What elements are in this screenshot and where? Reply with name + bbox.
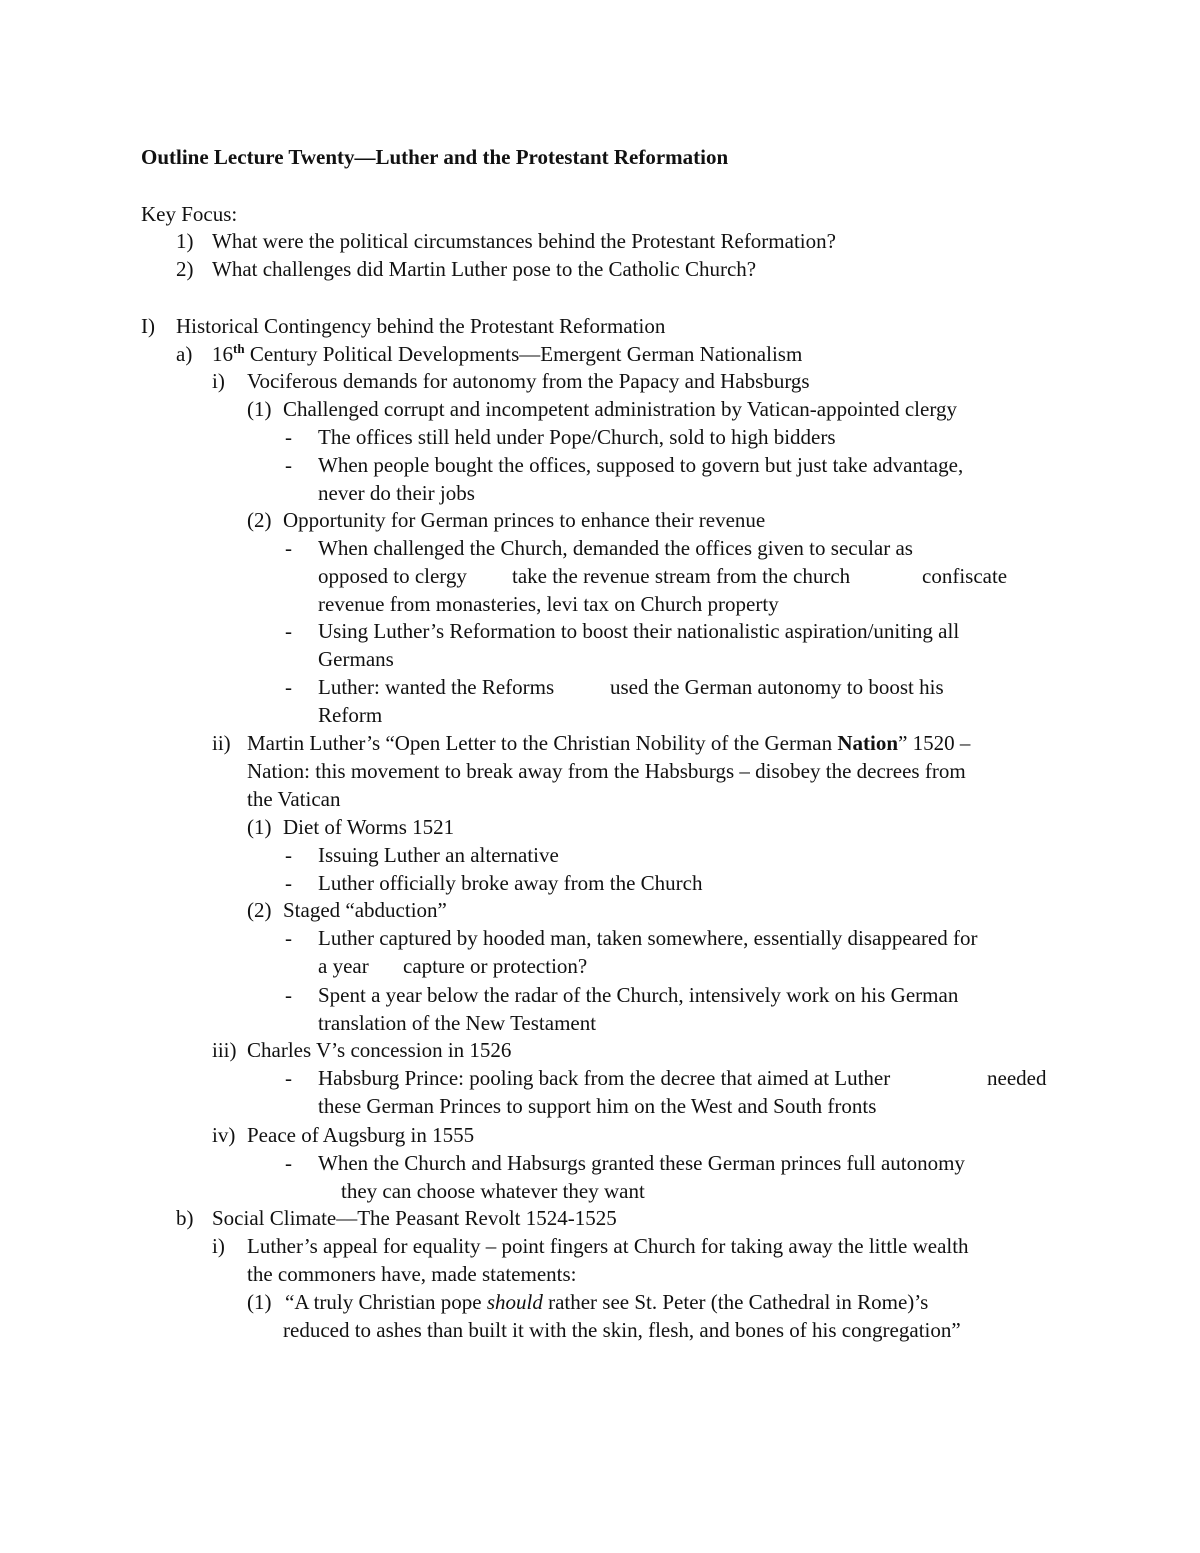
point-text-a-i-2: Opportunity for German princes to enhance their revenue: [283, 508, 766, 532]
point-text-a-ii-2: Staged “abduction”: [283, 898, 447, 922]
bullet-text: When challenged the Church, demanded the offices given to secular as: [318, 536, 913, 560]
key-focus-item-2: What challenges did Martin Luther pose to the Catholic Church?: [212, 257, 757, 281]
point-text-a-ii-1: Diet of Worms 1521: [283, 815, 455, 839]
bullet-dash: -: [285, 926, 292, 950]
bullet-text-cont: they can choose whatever they want: [341, 1179, 645, 1203]
bullet-text: needed: [987, 1066, 1047, 1090]
document-title: Outline Lecture Twenty—Luther and the Protestant Reformation: [141, 145, 729, 169]
bullet-text: Issuing Luther an alternative: [318, 843, 559, 867]
bullet-dash: -: [285, 453, 292, 477]
subsection-heading-a: 16th Century Political Developments—Emergent German Nationalism: [212, 341, 803, 366]
subsection-heading-b: Social Climate—The Peasant Revolt 1524-1525: [212, 1206, 617, 1230]
bullet-text-cont: opposed to clergy: [318, 564, 467, 588]
bullet-text-cont: Reform: [318, 703, 383, 727]
bullet-text: When the Church and Habsurgs granted these German princes full autonomy: [318, 1151, 965, 1175]
bullet-text-cont: translation of the New Testament: [318, 1011, 597, 1035]
bullet-dash: -: [285, 843, 292, 867]
point-marker-a-ii-1: (1): [247, 815, 272, 839]
bullet-text: used the German autonomy to boost his: [610, 675, 944, 699]
quote-text-cont: reduced to ashes than built it with the skin, flesh, and bones of his congregation”: [283, 1318, 961, 1342]
item-text-a-ii-cont: the Vatican: [247, 787, 341, 811]
point-marker-a-ii-2: (2): [247, 898, 272, 922]
bullet-text-cont: take the revenue stream from the church: [512, 564, 851, 588]
key-focus-item-1: What were the political circumstances behind the Protestant Reformation?: [212, 229, 836, 253]
key-focus-marker-2: 2): [176, 257, 194, 281]
point-marker-a-i-2: (2): [247, 508, 272, 532]
bullet-text-cont: capture or protection?: [403, 954, 588, 978]
item-marker-a-iii: iii): [212, 1038, 237, 1062]
quote-text: “A truly Christian pope should rather see St. Peter (the Cathedral in Rome)’s: [285, 1290, 929, 1314]
point-text-a-i-1: Challenged corrupt and incompetent administration by Vatican-appointed clergy: [283, 397, 957, 421]
bullet-text: The offices still held under Pope/Church, sold to high bidders: [318, 425, 836, 449]
bullet-text-cont: revenue from monasteries, levi tax on Church property: [318, 592, 779, 616]
item-text-b-i: Luther’s appeal for equality – point fingers at Church for taking away the little wealth: [247, 1234, 969, 1258]
item-text-a-iv: Peace of Augsburg in 1555: [247, 1123, 475, 1147]
bullet-text: Spent a year below the radar of the Church, intensively work on his German: [318, 983, 959, 1007]
bullet-text-cont: Germans: [318, 647, 394, 671]
item-text-a-ii: Martin Luther’s “Open Letter to the Christian Nobility of the German Nation” 1520 –: [247, 731, 971, 755]
bullet-text: Luther: wanted the Reforms: [318, 675, 555, 699]
bullet-text: When people bought the offices, supposed to govern but just take advantage,: [318, 453, 964, 477]
bullet-dash: -: [285, 1151, 292, 1175]
bullet-dash: -: [285, 1066, 292, 1090]
section-marker-I: I): [141, 314, 155, 338]
bullet-text: Using Luther’s Reformation to boost their nationalistic aspiration/uniting all: [318, 619, 960, 643]
bullet-text-cont: never do their jobs: [318, 481, 475, 505]
bullet-text-cont: these German Princes to support him on the West and South fronts: [318, 1094, 877, 1118]
item-marker-a-iv: iv): [212, 1123, 236, 1147]
subsection-marker-b: b): [176, 1206, 194, 1230]
point-marker-a-i-1: (1): [247, 397, 272, 421]
item-marker-a-ii: ii): [212, 731, 231, 755]
item-text-b-i-cont: the commoners have, made statements:: [247, 1262, 577, 1286]
bullet-dash: -: [285, 675, 292, 699]
subsection-marker-a: a): [176, 342, 193, 366]
key-focus-marker-1: 1): [176, 229, 194, 253]
item-text-a-i: Vociferous demands for autonomy from the Papacy and Habsburgs: [247, 369, 810, 393]
point-marker-b-i-1: (1): [247, 1290, 272, 1314]
item-text-a-iii: Charles V’s concession in 1526: [247, 1038, 512, 1062]
item-marker-a-i: i): [212, 369, 225, 393]
bullet-text: Luther officially broke away from the Church: [318, 871, 703, 895]
bullet-text: Luther captured by hooded man, taken somewhere, essentially disappeared for: [318, 926, 978, 950]
bullet-dash: -: [285, 983, 292, 1007]
bullet-dash: -: [285, 536, 292, 560]
bullet-text-cont: confiscate: [922, 564, 1008, 588]
key-focus-label: Key Focus:: [141, 202, 238, 226]
bullet-dash: -: [285, 425, 292, 449]
bullet-dash: -: [285, 871, 292, 895]
item-marker-b-i: i): [212, 1234, 225, 1258]
bullet-dash: -: [285, 619, 292, 643]
item-text-a-ii-cont: Nation: this movement to break away from the Habsburgs – disobey the decrees from: [247, 759, 966, 783]
section-heading-I: Historical Contingency behind the Protestant Reformation: [176, 314, 666, 338]
bullet-text: Habsburg Prince: pooling back from the decree that aimed at Luther: [318, 1066, 891, 1090]
bullet-text-cont: a year: [318, 954, 369, 978]
